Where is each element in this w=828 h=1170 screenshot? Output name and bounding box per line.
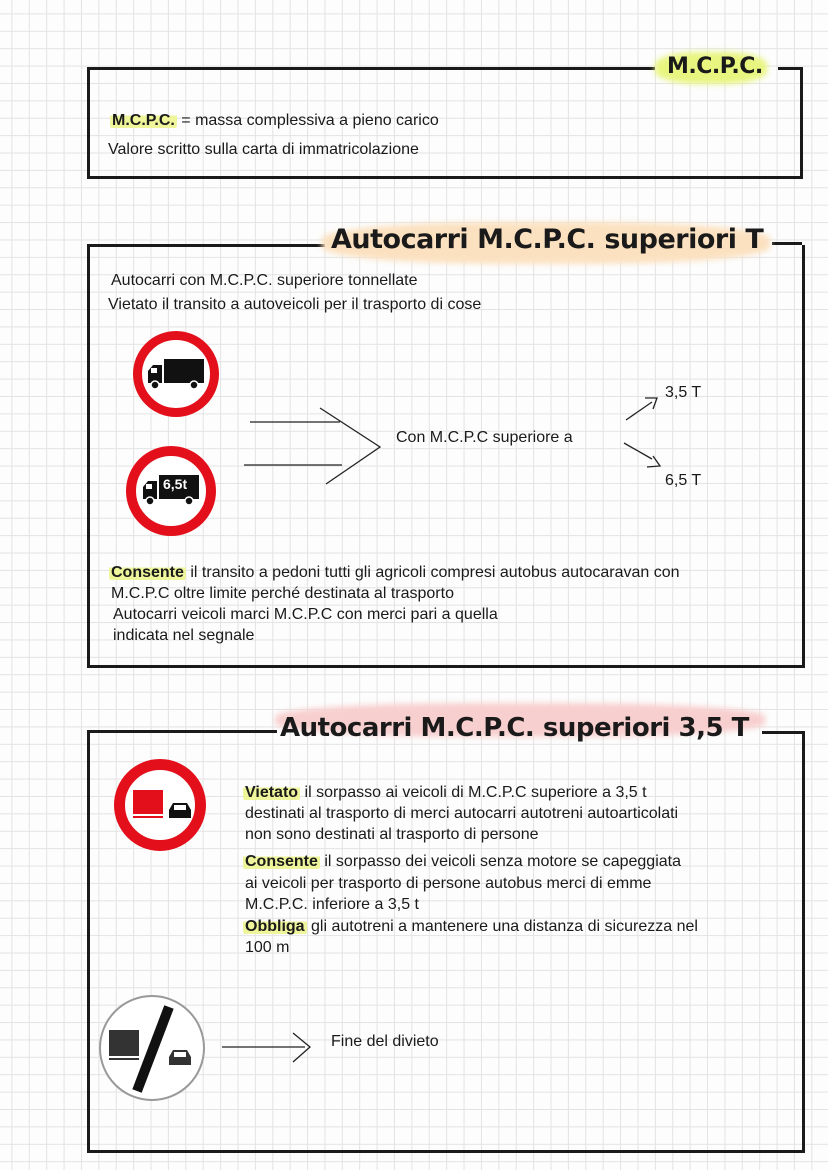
key-term: Vietato xyxy=(245,784,299,801)
section-title: M.C.P.C. xyxy=(667,54,763,79)
text-line xyxy=(243,917,698,937)
text-line: Autocarri con M.C.P.C. superiore tonnellate xyxy=(111,272,418,289)
divider xyxy=(778,67,803,70)
no-trucks-sign xyxy=(133,331,219,417)
divider xyxy=(762,731,802,734)
text: il sorpasso dei veicoli senza motore se capeggiata xyxy=(324,853,681,870)
end-no-overtaking-sign xyxy=(99,995,205,1101)
section-title: Autocarri M.C.P.C. superiori 3,5 T xyxy=(280,713,749,743)
arrow-label: Con M.C.P.C superiore a xyxy=(396,429,573,446)
truck-and-car-icon xyxy=(127,788,197,828)
text-line: destinati al trasporto di merci autocarri autotreni autoarticolati xyxy=(245,805,679,822)
truck-icon xyxy=(146,357,206,389)
text: il sorpasso ai veicoli di M.C.P.C superiore a 3,5 t xyxy=(304,784,647,801)
key-term: Consente xyxy=(111,564,184,581)
text-line: ai veicoli per trasporto di persone autobus merci di emme xyxy=(245,875,652,892)
text-line: non sono destinati al trasporto di persone xyxy=(245,826,539,843)
key-term: Obbliga xyxy=(245,918,305,935)
text: il transito a pedoni tutti gli agricoli compresi autobus autocaravan con xyxy=(190,564,680,581)
divider xyxy=(87,67,655,70)
end-restriction-icon xyxy=(99,995,205,1101)
weight-label: 6,5t xyxy=(163,476,188,492)
text-line: indicata nel segnale xyxy=(113,627,255,644)
key-term: Consente xyxy=(245,853,318,870)
no-overtaking-trucks-sign xyxy=(114,759,206,851)
option-label: 3,5 T xyxy=(665,384,702,401)
divider xyxy=(87,244,325,247)
divider xyxy=(772,242,802,245)
text-line: Autocarri veicoli marci M.C.P.C con merci pari a quella xyxy=(113,606,498,623)
text-line: M.C.P.C. inferiore a 3,5 t xyxy=(245,896,419,913)
text-line: Vietato il transito a autoveicoli per il trasporto di cose xyxy=(108,296,482,313)
definition-text xyxy=(110,111,439,131)
text-line: M.C.P.C oltre limite perché destinata al trasporto xyxy=(111,585,454,602)
text-line xyxy=(243,783,647,803)
text-line xyxy=(109,563,680,583)
divider xyxy=(87,730,277,733)
text: gli autotreni a mantenere una distanza di sicurezza nel xyxy=(311,918,698,935)
option-label: 6,5 T xyxy=(665,472,702,489)
definition: = massa complessiva a pieno carico xyxy=(181,112,439,129)
section-title: Autocarri M.C.P.C. superiori T xyxy=(331,224,764,255)
end-label: Fine del divieto xyxy=(331,1033,439,1050)
text-line xyxy=(243,852,681,872)
text-line: 100 m xyxy=(245,939,290,956)
text-line: Valore scritto sulla carta di immatricolazione xyxy=(108,141,419,158)
key-term: M.C.P.C. xyxy=(112,112,175,129)
no-trucks-over-weight-sign xyxy=(126,446,216,536)
